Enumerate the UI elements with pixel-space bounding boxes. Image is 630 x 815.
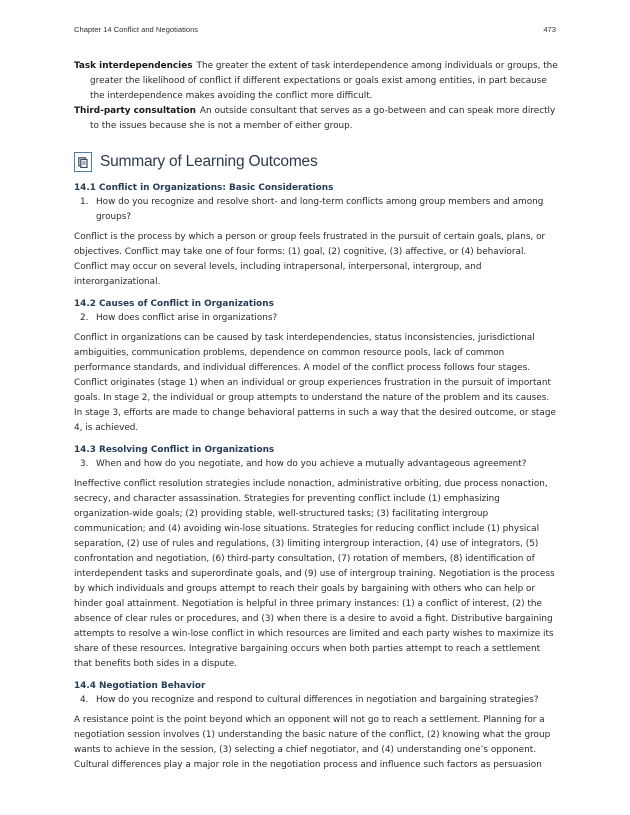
- section-summary: Ineffective conflict resolution strategies include nonaction, administrative orbiting, due process nonaction, secrecy, and character assassination. Strategies for preventing conflict include (1) emphasizing organization-wide goals; (2) providing stable, well-structured tasks; (3) facilitating intergroup communication; and (4) avoiding win-lose situations. Strategies for reducing conflict include (1) physical separation, (2) use of rules and regulations, (3) limiting intergroup interaction, (4) use of integrators, (5) confrontation and negotiation, (6) third-party consultation, (7) rotation of members, (8) identification of interdependent tasks and superordinate goals, and (9) use of intergroup training. Negotiation is the process by which individuals and groups attempt to reach their goals by bargaining with others who can help or hinder goal attainment. Negotiation is helpful in three primary instances: (1) a conflict of interest, (2) the absence of clear rules or procedures, and (3) when there is a desire to avoid a fight. Distributive bargaining attempts to resolve a win-lose conflict in which resources are limited and each party wishes to maximize its share of these resources. Integrative bargaining occurs when both parties attempt to reach a settlement that benefits both sides in a dispute.: [74, 479, 555, 669]
- section-summary: Conflict in organizations can be caused by task interdependencies, status inconsistencies, jurisdictional ambiguities, communication problems, dependence on common resource pools, lack of common performance standards, and individual differences. A model of the conflict process follows four stages. Conflict originates (stage 1) when an individual or group experiences frustration in the pursuit of important goals. In stage 2, the individual or group attempts to understand the nature of the problem and its causes. In stage 3, efforts are made to change behavioral patterns in such a way that the desired outcome, or stage 4, is achieved.: [74, 333, 556, 433]
- learning-question: [74, 195, 558, 225]
- learning-question: [74, 457, 558, 472]
- summary-section: [74, 298, 558, 436]
- summary-section: [74, 444, 558, 672]
- learning-question: [74, 693, 558, 708]
- question-number: 3.: [80, 459, 89, 469]
- question-text: When and how do you negotiate, and how do you achieve a mutually advantageous agreement?: [96, 459, 527, 469]
- question-number: 4.: [80, 695, 89, 705]
- question-text: How does conflict arise in organizations?: [96, 313, 278, 323]
- chapter-title: Chapter 14 Conflict and Negotiations: [74, 25, 199, 34]
- section-title: 14.2 Causes of Conflict in Organizations: [74, 299, 274, 309]
- question-number: 2.: [80, 313, 89, 323]
- section-title: 14.3 Resolving Conflict in Organizations: [74, 445, 275, 455]
- glossary-entry: [74, 59, 558, 104]
- summary-section: [74, 182, 558, 290]
- question-text: How do you recognize and respond to cultural differences in negotiation and bargaining strategies?: [96, 695, 539, 705]
- question-number: 1.: [80, 197, 89, 207]
- running-head: [74, 25, 556, 34]
- section-summary: Conflict is the process by which a person or group feels frustrated in the pursuit of certain goals, plans, or objectives. Conflict may take one of four forms: (1) goal, (2) cognitive, (3) affective, or (4) behavioral. Conflict may occur on several levels, including intrapersonal, interpersonal, intergroup, and interorganizational.: [74, 232, 546, 287]
- section-title: 14.1 Conflict in Organizations: Basic Considerations: [74, 183, 334, 193]
- question-text: How do you recognize and resolve short- and long-term conflicts among group members and among groups?: [96, 197, 544, 222]
- glossary-term: Task interdependencies: [74, 61, 193, 71]
- glossary-entry: [74, 104, 558, 134]
- summary-section: [74, 680, 558, 773]
- glossary-definition: The greater the extent of task interdependence among individuals or groups, the greater the likelihood of conflict if different expectations or goals exist among entities, in part because the interdependence makes avoiding the conflict more difficult.: [90, 61, 558, 101]
- glossary-definition: An outside consultant that serves as a go-between and can speak more directly to the issues because she is not a member of either group.: [90, 106, 556, 131]
- glossary-term: Third-party consultation: [74, 106, 196, 116]
- section-summary: A resistance point is the point beyond which an opponent will not go to reach a settlement. Planning for a negotiation session involves (1) understanding the basic nature of the conflict, (2) knowing what the group wants to achieve in the session, (3) selecting a chief negotiator, and (4) understanding one’s opponent. Cultural differences play a major role in the negotiation process and influence such factors as persuasion: [74, 715, 551, 770]
- page-content: [74, 59, 558, 781]
- book-icon: [74, 152, 92, 172]
- summary-heading: [74, 152, 558, 172]
- learning-question: [74, 311, 558, 326]
- section-title: 14.4 Negotiation Behavior: [74, 681, 206, 691]
- page-number: 473: [543, 25, 556, 34]
- summary-title: Summary of Learning Outcomes: [100, 153, 318, 170]
